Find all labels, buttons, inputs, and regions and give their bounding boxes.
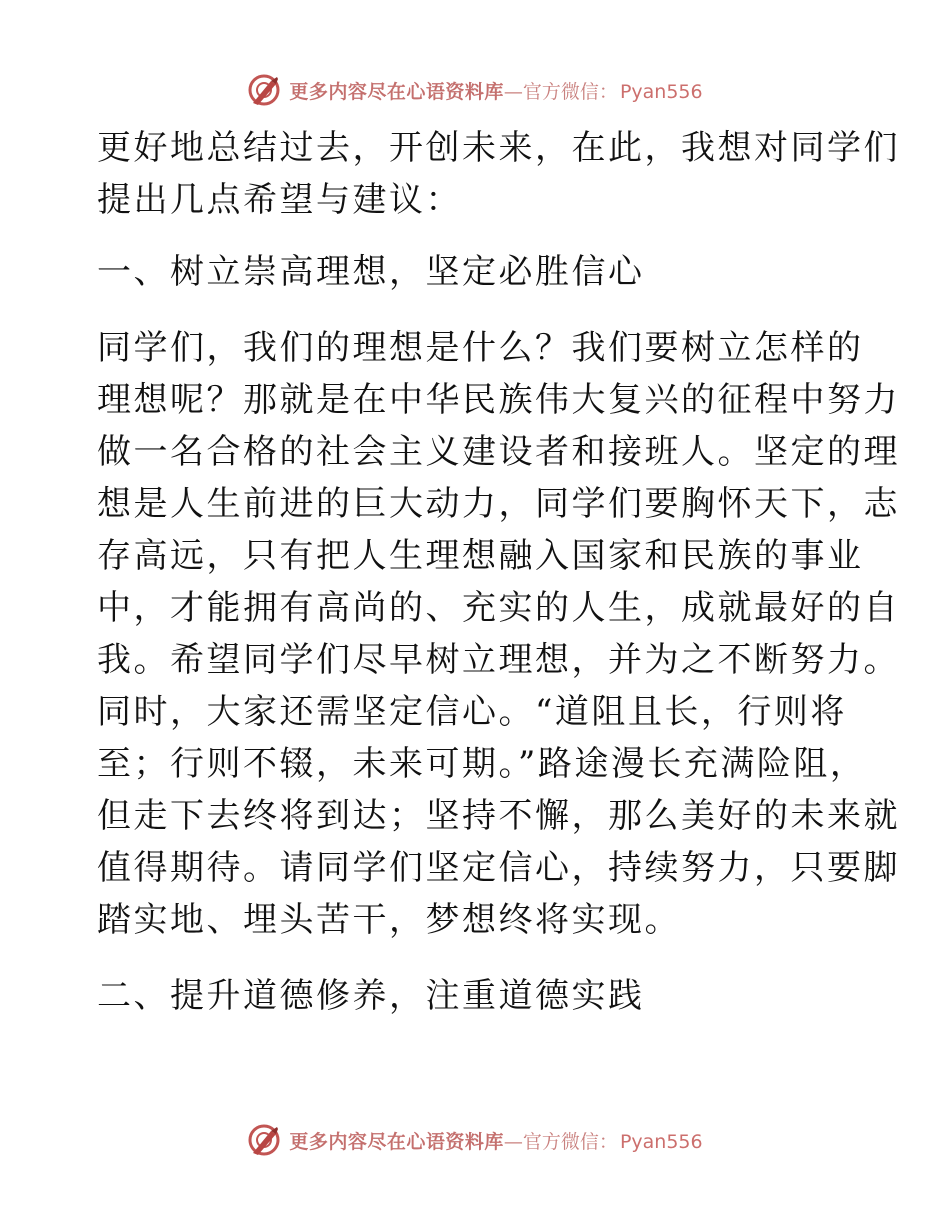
text-line: 同时，大家还需坚定信心。“道阻且长，行则将 <box>97 692 847 732</box>
pen-logo-icon <box>247 73 281 107</box>
paragraph-ideals <box>97 322 900 946</box>
text-line: 提出几点希望与建议： <box>97 180 462 220</box>
watermark-banner-bottom <box>0 1120 950 1160</box>
watermark-main: 更多内容尽在心语资料库 <box>289 80 504 103</box>
document-body <box>97 122 900 1022</box>
text-line: 理想呢？那就是在中华民族伟大复兴的征程中努力 <box>97 380 900 420</box>
watermark-separator: — <box>503 80 523 103</box>
text-line: 至；行则不辍，未来可期。”路途漫长充满险阻， <box>97 744 867 784</box>
watermark-sub: 官方微信： <box>522 80 618 103</box>
text-line: 我。希望同学们尽早树立理想，并为之不断努力。 <box>97 640 900 680</box>
paragraph-intro <box>97 122 900 226</box>
watermark-text <box>289 77 702 104</box>
text-line: 踏实地、埋头苦干，梦想终将实现。 <box>97 900 681 940</box>
text-line: 想是人生前进的巨大动力，同学们要胸怀天下，志 <box>97 484 900 524</box>
text-line: 中，才能拥有高尚的、充实的人生，成就最好的自 <box>97 588 900 628</box>
section-heading-1 <box>97 246 857 298</box>
watermark-sub: 官方微信： <box>522 1130 618 1153</box>
text-line: 做一名合格的社会主义建设者和接班人。坚定的理 <box>97 432 900 472</box>
text-line: 更好地总结过去，开创未来，在此，我想对同学们 <box>97 128 900 168</box>
watermark-banner-top <box>0 70 950 110</box>
heading-line: 一、树立崇高理想，坚定必胜信心 <box>97 252 645 292</box>
watermark-id: Pyan556 <box>619 1130 703 1153</box>
section-heading-2 <box>97 970 857 1022</box>
watermark-text <box>289 1127 702 1154</box>
text-line: 存高远，只有把人生理想融入国家和民族的事业 <box>97 536 864 576</box>
watermark-id: Pyan556 <box>619 80 703 103</box>
pen-logo-icon <box>247 1123 281 1157</box>
text-line: 同学们，我们的理想是什么？我们要树立怎样的 <box>97 328 864 368</box>
heading-line: 二、提升道德修养，注重道德实践 <box>97 976 645 1016</box>
watermark-main: 更多内容尽在心语资料库 <box>289 1130 504 1153</box>
watermark-separator: — <box>503 1130 523 1153</box>
text-line: 但走下去终将到达；坚持不懈，那么美好的未来就 <box>97 796 900 836</box>
text-line: 值得期待。请同学们坚定信心，持续努力，只要脚 <box>97 848 900 888</box>
